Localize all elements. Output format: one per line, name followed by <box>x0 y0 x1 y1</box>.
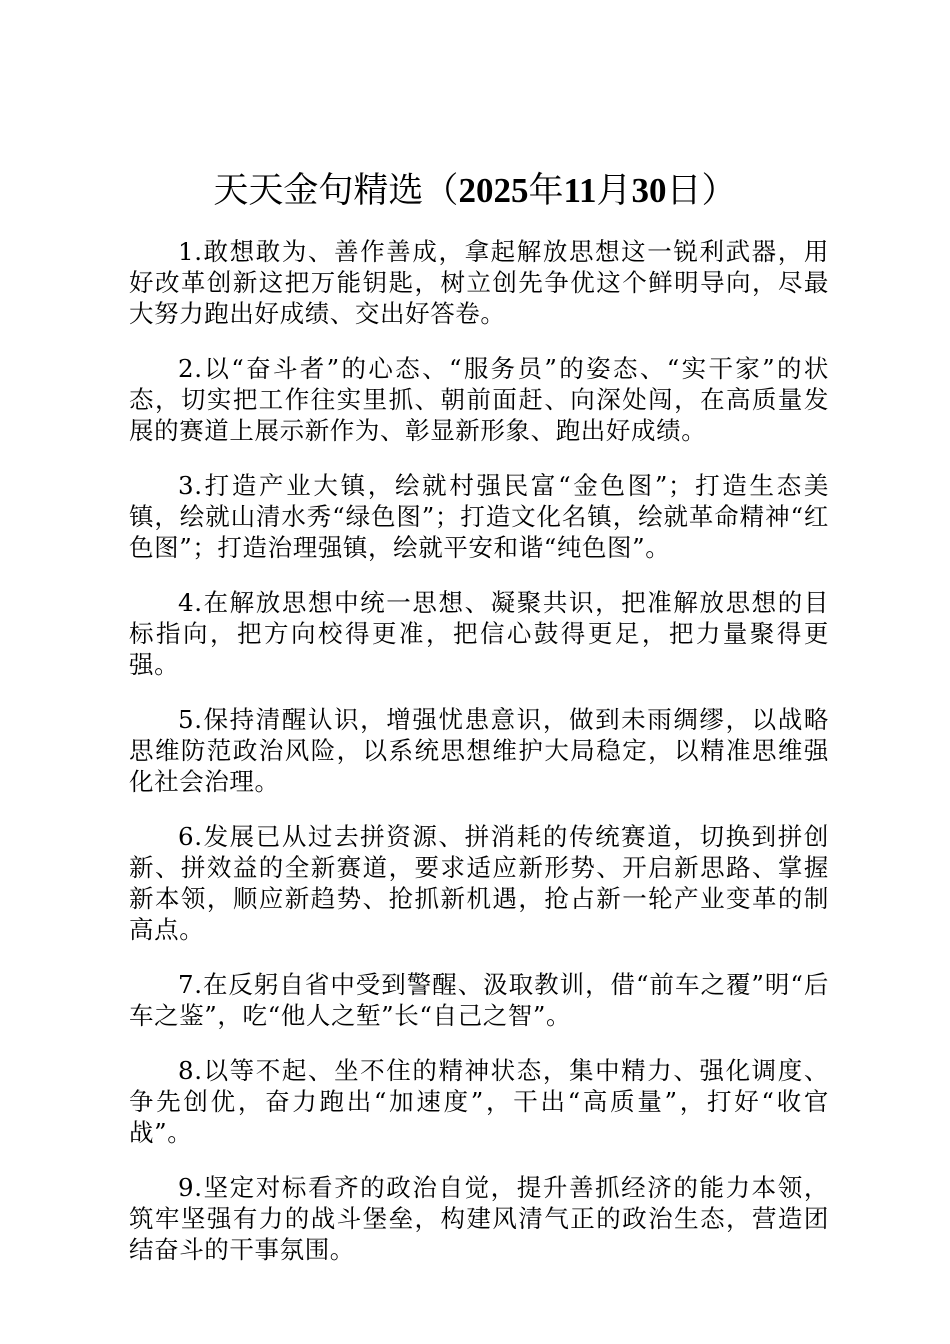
document-title <box>0 168 950 214</box>
quote-paragraph-4: 4.在解放思想中统一思想、凝聚共识，把准解放思想的目标指向，把方向校得更准，把信心鼓得更足，把力量聚得更强。 <box>129 588 829 679</box>
title-year-unit: 年 <box>528 171 564 210</box>
title-month-unit: 月 <box>596 171 632 210</box>
quote-paragraph-2: 2.以“奋斗者”的心态、“服务员”的姿态、“实干家”的状态，切实把工作往实里抓、朝前面赶、向深处闯，在高质量发展的赛道上展示新作为、彰显新形象、跑出好成绩。 <box>129 354 829 445</box>
title-prefix: 天天金句精选（ <box>213 171 459 210</box>
title-suffix: 日） <box>666 171 737 210</box>
quote-paragraph-5: 5.保持清醒认识，增强忧患意识，做到未雨绸缪，以战略思维防范政治风险，以系统思想维护大局稳定，以精准思维强化社会治理。 <box>129 705 829 796</box>
quote-paragraph-7: 7.在反躬自省中受到警醒、汲取教训，借“前车之覆”明“后车之鉴”，吃“他人之堑”长“自己之智”。 <box>129 970 829 1030</box>
title-month: 11 <box>563 171 597 210</box>
quote-paragraph-6: 6.发展已从过去拼资源、拼消耗的传统赛道，切换到拼创新、拼效益的全新赛道，要求适应新形势、开启新思路、掌握新本领，顺应新趋势、抢抓新机遇，抢占新一轮产业变革的制高点。 <box>129 822 829 944</box>
quote-paragraph-3: 3.打造产业大镇，绘就村强民富“金色图”；打造生态美镇，绘就山清水秀“绿色图”；打造文化名镇，绘就革命精神“红色图”；打造治理强镇，绘就平安和谐“纯色图”。 <box>129 471 829 562</box>
quote-paragraph-9: 9.坚定对标看齐的政治自觉，提升善抓经济的能力本领，筑牢坚强有力的战斗堡垒，构建风清气正的政治生态，营造团结奋斗的干事氛围。 <box>129 1173 829 1264</box>
title-year: 2025 <box>458 171 529 210</box>
document-body <box>129 236 829 1289</box>
quote-paragraph-8: 8.以等不起、坐不住的精神状态，集中精力、强化调度、争先创优，奋力跑出“加速度”，干出“高质量”，打好“收官战”。 <box>129 1056 829 1147</box>
title-day: 30 <box>631 171 667 210</box>
quote-paragraph-1: 1.敢想敢为、善作善成，拿起解放思想这一锐利武器，用好改革创新这把万能钥匙，树立创先争优这个鲜明导向，尽最大努力跑出好成绩、交出好答卷。 <box>129 237 829 328</box>
